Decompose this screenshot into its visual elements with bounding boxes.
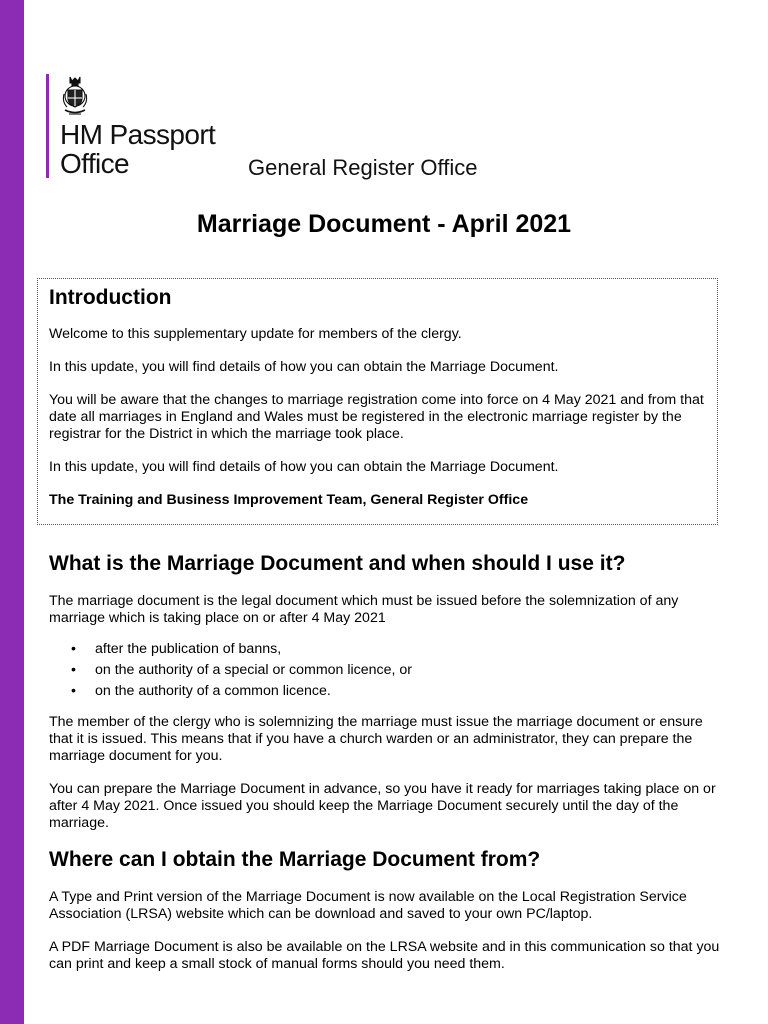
section-paragraph: The member of the clergy who is solemnizing the marriage must issue the marriage document or ensure that it is issued. This means that if you have a church warden or an administrator, they can prepare the marriage document for you. [49,714,703,764]
main-content [49,552,729,989]
introduction-heading: Introduction [49,286,172,309]
intro-paragraph: In this update, you will find details of how you can obtain the Marriage Document. [49,459,559,475]
logo-wordmark [60,120,215,178]
left-accent-stripe [0,0,24,1024]
royal-crest-icon [60,74,90,120]
logo-line-1: HM Passport [60,119,216,150]
list-item: • on the authority of a special or common licence, or [49,662,729,679]
list-item: • after the publication of banns, [49,641,729,658]
department-name: General Register Office [248,155,478,180]
intro-signature: The Training and Business Improvement Team, General Register Office [49,492,529,508]
section-heading-where: Where can I obtain the Marriage Document from? [49,848,541,871]
intro-paragraph: In this update, you will find details of how you can obtain the Marriage Document. [49,359,559,375]
conditions-list [49,641,729,700]
section-paragraph: You can prepare the Marriage Document in advance, so you have it ready for marriages taking place on or after 4 May 2021. Once issued you should keep the Marriage Document securely until the day of the marriage. [49,781,716,831]
section-paragraph: The marriage document is the legal document which must be issued before the solemnization of any marriage which is taking place on or after 4 May 2021 [49,593,679,626]
intro-paragraph: You will be aware that the changes to marriage registration come into force on 4 May 2021 and from that date all marriages in England and Wales must be registered in the electronic marriage register by the registrar for the District in which the marriage took place. [49,392,704,442]
list-item: • on the authority of a common licence. [49,683,729,700]
hm-passport-office-logo [46,74,246,182]
logo-accent-rule [46,74,49,178]
section-heading-what: What is the Marriage Document and when should I use it? [49,552,626,575]
intro-paragraph: Welcome to this supplementary update for members of the clergy. [49,326,462,342]
section-paragraph: A PDF Marriage Document is also be available on the LRSA website and in this communication so that you can print and keep a small stock of manual forms should you need them. [49,939,720,972]
logo-line-2: Office [60,148,130,179]
introduction-box [37,278,718,525]
section-paragraph: A Type and Print version of the Marriage Document is now available on the Local Registration Service Association (LRSA) website which can be download and saved to your own PC/laptop. [49,889,687,922]
document-title: Marriage Document - April 2021 [196,210,572,238]
